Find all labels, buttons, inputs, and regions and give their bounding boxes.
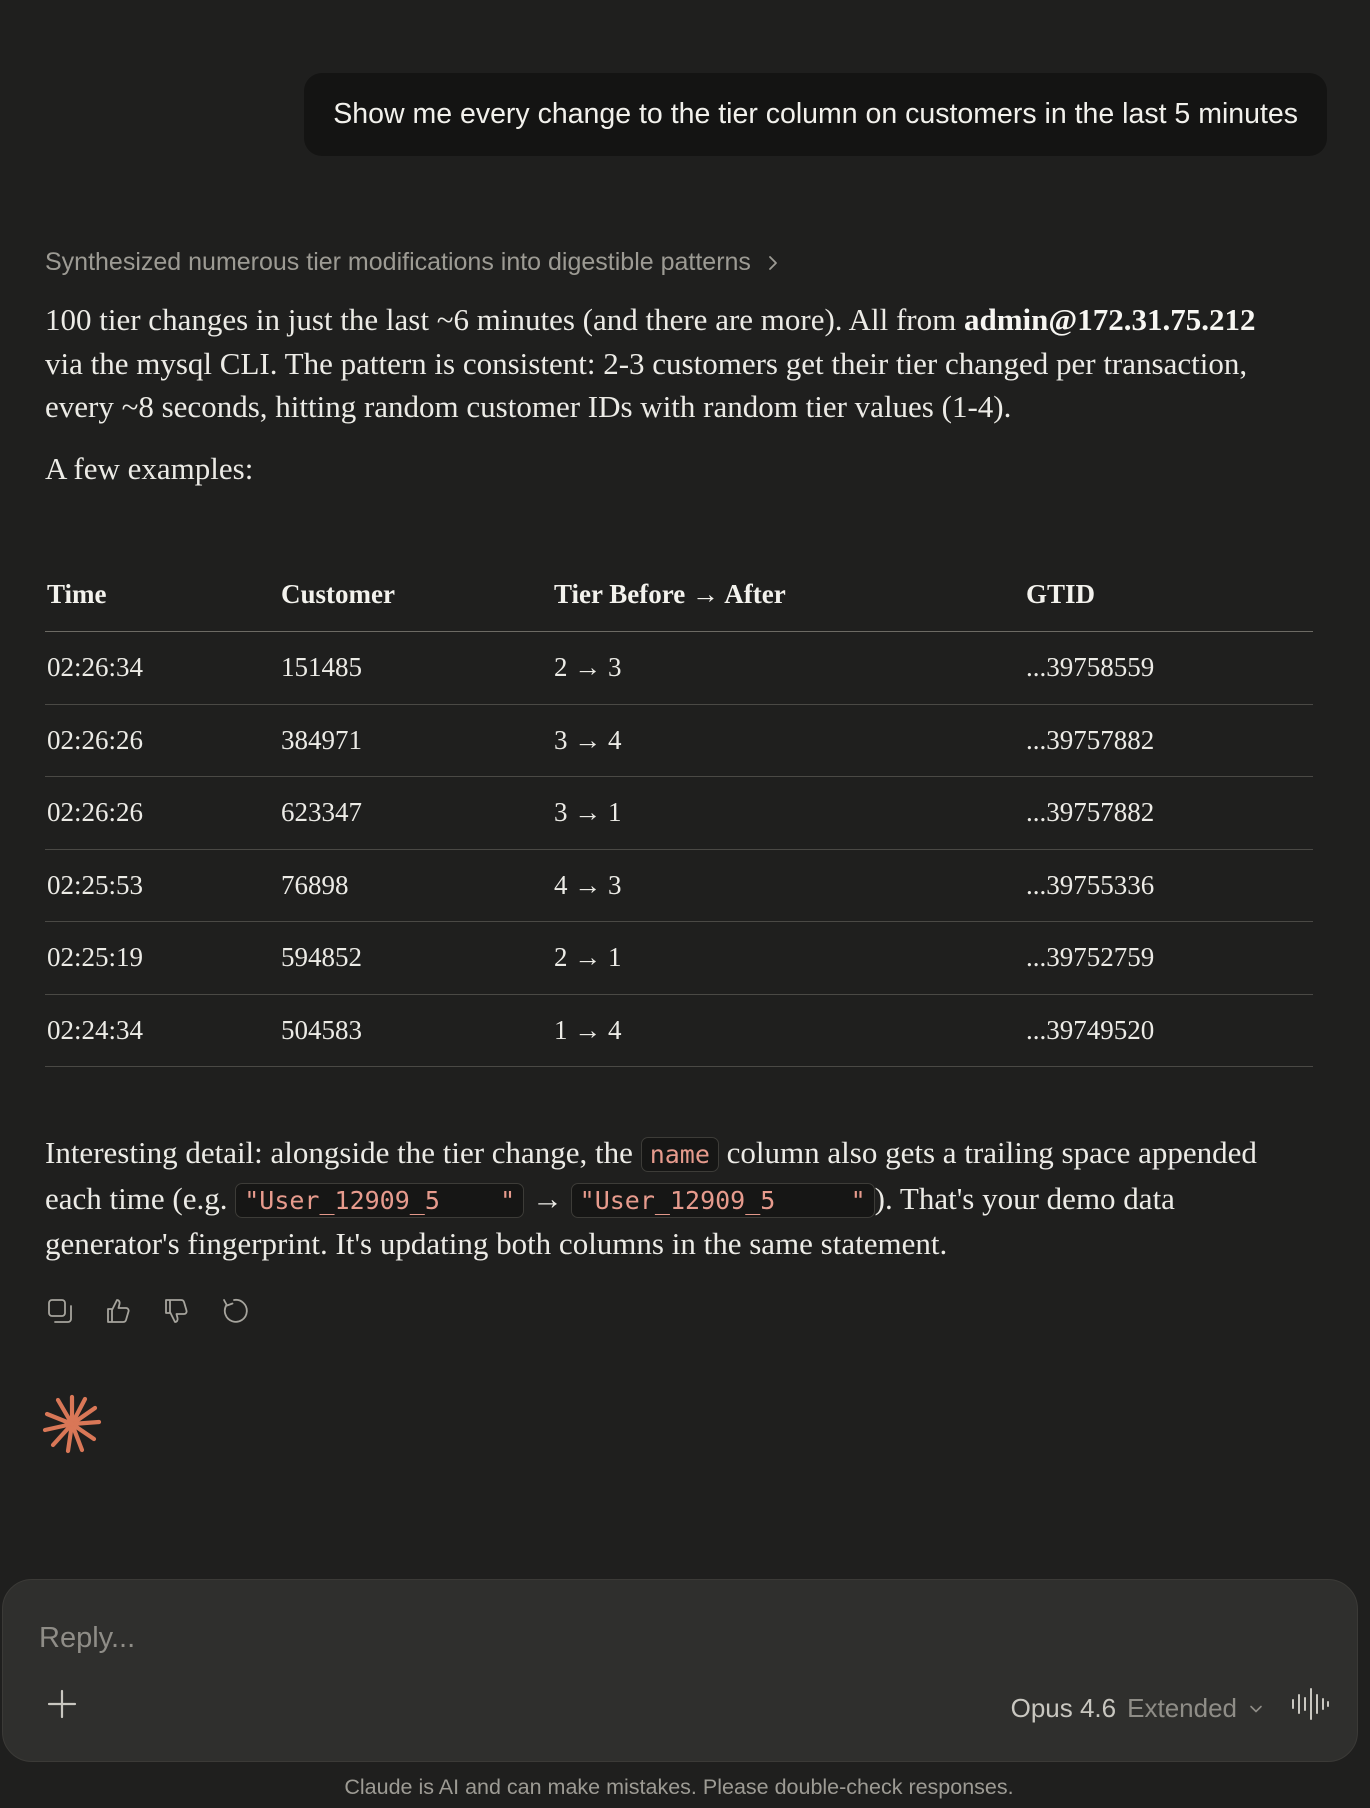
table-header-row (45, 557, 1313, 632)
table-row (45, 994, 1313, 1067)
table-row (45, 922, 1313, 995)
inline-code-after: "User_12909_5 " (571, 1183, 875, 1218)
table-row (45, 777, 1313, 850)
header-customer: Customer (279, 557, 552, 632)
cell-gtid: ...39757882 (1024, 777, 1313, 850)
inline-code-name: name (641, 1137, 719, 1172)
cell-customer: 76898 (279, 849, 552, 922)
cell-time: 02:26:26 (45, 777, 279, 850)
thumbs-down-icon[interactable] (161, 1296, 190, 1325)
cell-gtid: ...39749520 (1024, 994, 1313, 1067)
model-name: Opus 4.6 (1010, 1693, 1117, 1723)
composer (2, 1579, 1358, 1762)
admin-host: admin@172.31.75.212 (963, 302, 1256, 337)
user-message-bubble: Show me every change to the tier column on customers in the last 5 minutes (304, 73, 1327, 156)
cell-tier-change: 2 → 1 (552, 922, 1024, 995)
cell-gtid: ...39752759 (1024, 922, 1313, 995)
retry-icon[interactable] (219, 1296, 248, 1325)
cell-time: 02:26:34 (45, 632, 279, 705)
cell-customer: 623347 (279, 777, 552, 850)
cell-time: 02:25:19 (45, 922, 279, 995)
copy-icon[interactable] (45, 1296, 74, 1325)
thinking-summary-text: Synthesized numerous tier modifications into digestible patterns (45, 248, 751, 276)
cell-time: 02:26:26 (45, 704, 279, 777)
header-tier-change: Tier Before → After (552, 557, 1024, 632)
response-paragraph-2: A few examples: (45, 450, 254, 486)
thumbs-up-icon[interactable] (103, 1296, 132, 1325)
cell-tier-change: 1 → 4 (552, 994, 1024, 1067)
thinking-summary-toggle[interactable] (45, 248, 785, 277)
cell-customer: 504583 (279, 994, 552, 1067)
cell-customer: 384971 (279, 704, 552, 777)
model-mode: Extended (1127, 1693, 1237, 1723)
cell-gtid: ...39757882 (1024, 704, 1313, 777)
header-gtid: GTID (1024, 557, 1313, 632)
cell-tier-change: 2 → 3 (552, 632, 1024, 705)
claude-spark-icon (42, 1394, 102, 1454)
table-row (45, 849, 1313, 922)
disclaimer: Claude is AI and can make mistakes. Please double-check responses. (344, 1775, 1014, 1799)
cell-tier-change: 3 → 1 (552, 777, 1024, 850)
header-time: Time (45, 557, 279, 632)
cell-gtid: ...39755336 (1024, 849, 1313, 922)
cell-gtid: ...39758559 (1024, 632, 1313, 705)
table-row (45, 632, 1313, 705)
cell-time: 02:25:53 (45, 849, 279, 922)
cell-tier-change: 4 → 3 (552, 849, 1024, 922)
tier-changes-table (45, 557, 1313, 1067)
model-selector[interactable] (1011, 1693, 1264, 1724)
voice-mode-icon[interactable] (1289, 1685, 1331, 1723)
message-actions (45, 1296, 248, 1325)
table-row (45, 704, 1313, 777)
cell-tier-change: 3 → 4 (552, 704, 1024, 777)
plus-icon[interactable] (44, 1686, 80, 1722)
assistant-response (45, 298, 1315, 490)
reply-input[interactable] (39, 1616, 1239, 1660)
cell-customer: 151485 (279, 632, 552, 705)
cell-time: 02:24:34 (45, 994, 279, 1067)
chevron-down-icon (1248, 1701, 1264, 1717)
detail-paragraph: Interesting detail: alongside the tier change, the name column also gets a trailing space appended each time (e.g. "User_12909_5 " → "User_12909_5 " ). That's your demo data generator's fingerprint. It's updating both columns in the same statement. (45, 1135, 1257, 1261)
chevron-right-icon (761, 251, 785, 275)
cell-customer: 594852 (279, 922, 552, 995)
inline-code-before: "User_12909_5 " (235, 1183, 524, 1218)
response-paragraph-1: 100 tier changes in just the last ~6 minutes (and there are more). All from admin@172.31.75.212 via the mysql CLI. The pattern is consistent: 2-3 customers get their tier changed per transaction, every ~8 seconds, hitting random customer IDs with random tier values (1-4). (45, 302, 1256, 424)
